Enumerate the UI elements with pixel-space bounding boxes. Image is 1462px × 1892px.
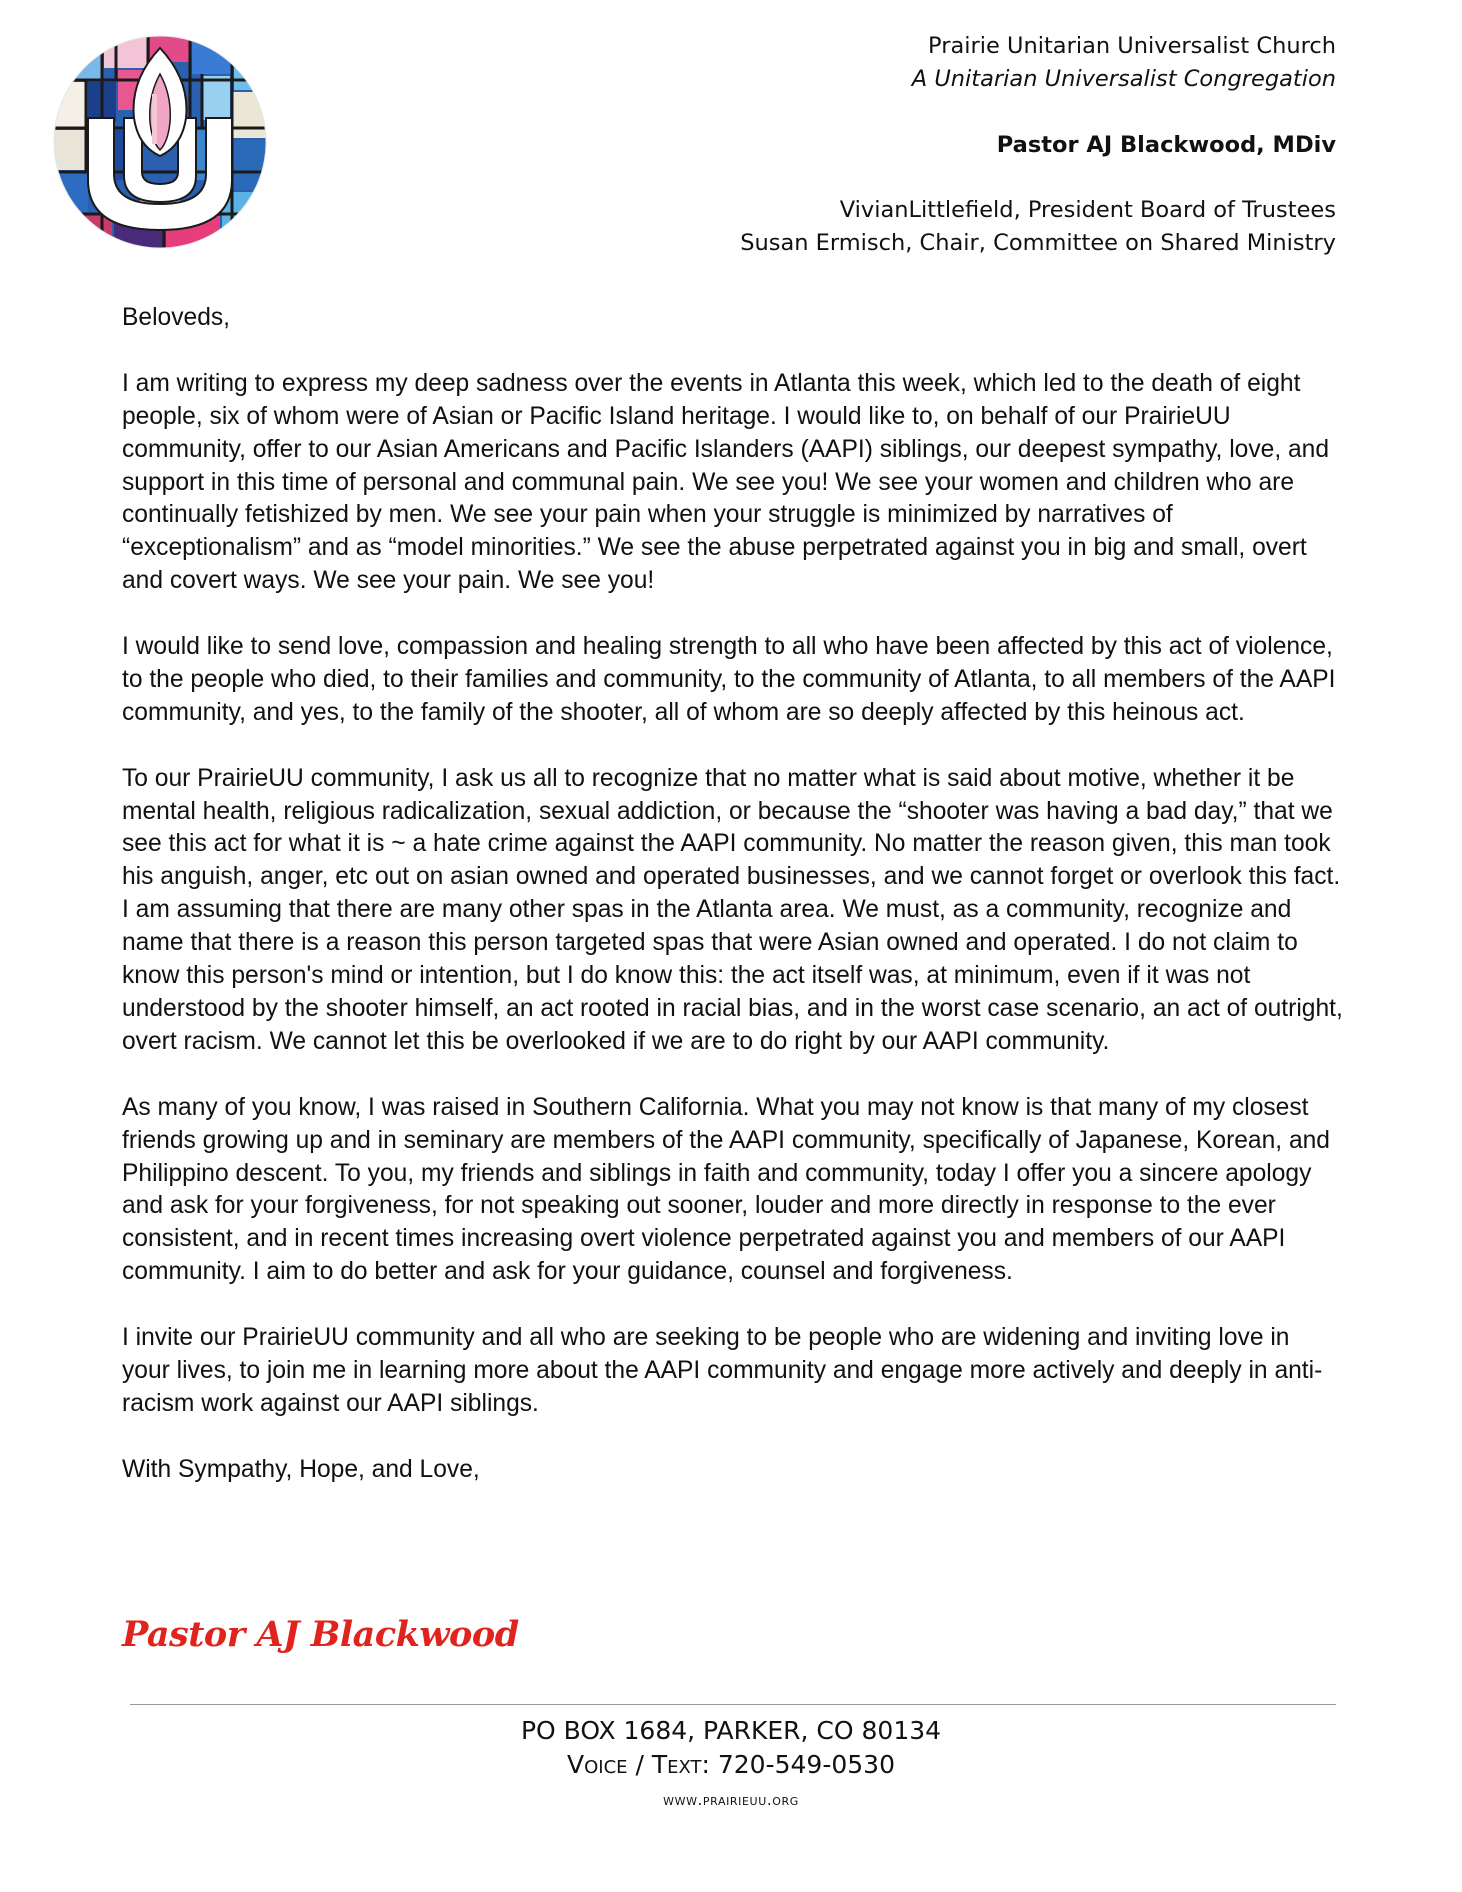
footer-website[interactable]: www.prairieuu.org	[663, 1791, 799, 1809]
paragraph-4: As many of you know, I was raised in Southern California. What you may not know is that many of my closest friends growing up and in seminary are members of the AAPI community, specifically of Japanese, Korean, and Philippino descent. To you, my friends and siblings in faith and community, today I offer you a sincere apology and ask for your forgiveness, for not speaking out sooner, louder and more directly in response to the ever consistent, and in recent times increasing overt violence perpetrated against you and members of our AAPI community. I aim to do better and ask for your guidance, counsel and forgiveness.	[122, 1093, 1330, 1286]
church-name: Prairie Unitarian Universalist Church	[928, 33, 1336, 59]
paragraph-2: I would like to send love, compassion and healing strength to all who have been affected by this act of violence, to the people who died, to their families and community, to the community of Atlanta, to all members of the AAPI community, and yes, to the family of the shooter, all of whom are so deeply affected by this heinous act.	[122, 633, 1336, 726]
closing: With Sympathy, Hope, and Love,	[122, 1455, 480, 1483]
footer-divider	[130, 1704, 1336, 1705]
church-tagline: A Unitarian Universalist Congregation	[911, 66, 1336, 92]
footer	[0, 1714, 1462, 1818]
letterhead	[740, 30, 1336, 260]
signature: Pastor AJ Blackwood	[122, 1614, 519, 1655]
church-logo-icon	[52, 34, 268, 250]
letter-body	[122, 302, 1344, 1519]
paragraph-1: I am writing to express my deep sadness over the events in Atlanta this week, which led to the death of eight people, six of whom were of Asian or Pacific Island heritage. I would like to, on behalf of our PrairieUU community, offer to our Asian Americans and Pacific Islanders (AAPI) siblings, our deepest sympathy, love, and support in this time of personal and communal pain. We see you! We see your women and children who are continually fetishized by men. We see your pain when your struggle is minimized by narratives of “exceptionalism” and as “model minorities.” We see the abuse perpetrated against you in big and small, overt and covert ways. We see your pain. We see you!	[122, 369, 1330, 595]
board-president: VivianLittlefield, President Board of Trustees	[839, 197, 1336, 223]
paragraph-3: To our PrairieUU community, I ask us all to recognize that no matter what is said about motive, whether it be mental health, religious radicalization, sexual addiction, or because the “shooter was having a bad day,” that we see this act for what it is ~ a hate crime against the AAPI community. No matter the reason given, this man took his anguish, anger, etc out on asian owned and operated businesses, and we cannot forget or overlook this fact. I am assuming that there are many other spas in the Atlanta area. We must, as a community, recognize and name that there is a reason this person targeted spas that were Asian owned and operated. I do not claim to know this person's mind or intention, but I do know this: the act itself was, at minimum, even if it was not understood by the shooter himself, an act rooted in racial bias, and in the worst case scenario, an act of outright, overt racism. We cannot let this be overlooked if we are to do right by our AAPI community.	[122, 764, 1343, 1055]
footer-address: PO BOX 1684, PARKER, CO 80134	[520, 1716, 942, 1745]
salutation: Beloveds,	[122, 304, 231, 331]
pastor-name: Pastor AJ Blackwood, MDiv	[996, 132, 1336, 158]
committee-chair: Susan Ermisch, Chair, Committee on Shared Ministry	[740, 230, 1336, 256]
footer-phone: Voice / Text: 720-549-0530	[567, 1750, 895, 1779]
paragraph-5: I invite our PrairieUU community and all who are seeking to be people who are widening and inviting love in your lives, to join me in learning more about the AAPI community and engage more actively and deeply in anti-racism work against our AAPI siblings.	[122, 1324, 1323, 1417]
